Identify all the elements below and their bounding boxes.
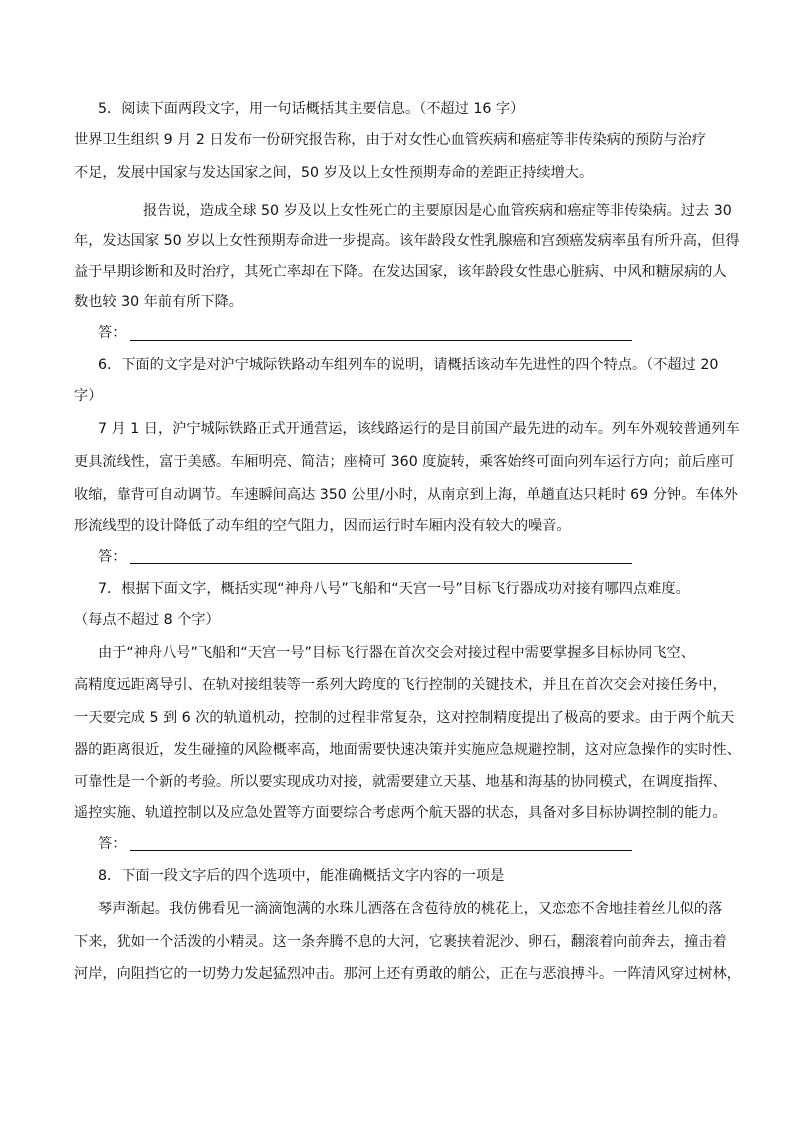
q5-paragraph-2-line-1: 报告说，造成全球 50 岁及以上女性死亡的主要原因是心血管疾病和癌症等非传染病。过去 30: [143, 203, 732, 219]
q5-answer-line[interactable]: [130, 340, 632, 341]
q7-answer-label: 答：: [98, 836, 127, 852]
q7-paragraph-line-5: 可靠性是一个新的考验。所以要实现成功对接，就需要建立天基、地基和海基的协同模式，在调度指挥、: [74, 774, 727, 790]
q7-heading-line-1: 7．根据下面文字，概括实现“神舟八号”飞船和“天宫一号”目标飞行器成功对接有哪四点难度。: [98, 581, 690, 597]
q6-heading-line-1: 6．下面的文字是对沪宁城际铁路动车组列车的说明，请概括该动车先进性的四个特点。（不超过 20: [98, 357, 719, 373]
q5-paragraph-2-line-2: 年，发达国家 50 岁以上女性预期寿命进一步提高。该年龄段女性乳腺癌和宫颈癌发病率虽有所升高，但得: [74, 233, 740, 249]
q8-paragraph-line-3: 河岸，向阻挡它的一切势力发起猛烈冲击。那河上还有勇敢的艄公，正在与恶浪搏斗。一阵清风穿过树林，: [74, 966, 741, 982]
q5-answer-label: 答：: [98, 325, 127, 341]
q5-paragraph-1-line-2: 不足，发展中国家与发达国家之间，50 岁及以上女性预期寿命的差距正持续增大。: [74, 165, 594, 181]
q6-paragraph-line-4: 形流线型的设计降低了动车组的空气阻力，因而运行时车厢内没有较大的噪音。: [74, 518, 571, 534]
q8-heading: 8．下面一段文字后的四个选项中，能准确概括文字内容的一项是: [98, 868, 505, 884]
q7-paragraph-line-4: 器的距离很近，发生碰撞的风险概率高，地面需要快速决策并实施应急规避控制，这对应急操作的实时性、: [74, 742, 741, 758]
q6-answer-line[interactable]: [130, 563, 632, 564]
q5-paragraph-2-line-3: 益于早期诊断和及时治疗，其死亡率却在下降。在发达国家，该年龄段女性患心脏病、中风和糖尿病的人: [74, 264, 727, 280]
q5-paragraph-1-line-1: 世界卫生组织 9 月 2 日发布一份研究报告称，由于对女性心血管疾病和癌症等非传染病的预防与治疗: [74, 132, 706, 148]
q7-heading-line-2: （每点不超过 8 个字）: [74, 612, 220, 628]
q7-paragraph-line-6: 遥控实施、轨道控制以及应急处置等方面要综合考虑两个航天器的状态，具备对多目标协调控制的能力。: [74, 805, 727, 821]
q7-paragraph-line-3: 一天要完成 5 到 6 次的轨道机动，控制的过程非常复杂，这对控制精度提出了极高的要求。由于两个航天: [74, 710, 735, 726]
q7-answer-line[interactable]: [130, 850, 632, 851]
q6-paragraph-line-1: 7 月 1 日，沪宁城际铁路正式开通营运，该线路运行的是目前国产最先进的动车。列车外观较普通列车: [98, 421, 740, 437]
q6-paragraph-line-2: 更具流线性，富于美感。车厢明亮、简洁；座椅可 360 度旋转，乘客始终可面向列车运行方向；前后座可: [74, 454, 735, 470]
q7-paragraph-line-1: 由于“神舟八号”飞船和“天宫一号”目标飞行器在首次交会对接过程中需要掌握多目标协同飞空、: [98, 645, 695, 661]
q8-paragraph-line-1: 琴声渐起。我仿佛看见一滴滴饱满的水珠儿洒落在含苞待放的桃花上，又恋恋不舍地挂着丝儿似的落: [98, 901, 723, 917]
q6-paragraph-line-3: 收缩，靠背可自动调节。车速瞬间高达 350 公里/小时，从南京到上海，单趟直达只耗时 69 分钟。车体外: [74, 487, 738, 503]
q6-answer-label: 答：: [98, 549, 127, 565]
q5-paragraph-2-line-4: 数也较 30 年前有所下降。: [74, 294, 243, 310]
q5-heading: 5．阅读下面两段文字，用一句话概括其主要信息。（不超过 16 字）: [98, 101, 525, 117]
q6-heading-line-2: 字）: [74, 388, 103, 404]
q8-paragraph-line-2: 下来，犹如一个活泼的小精灵。这一条奔腾不息的大河，它裹挟着泥沙、卵石，翻滚着向前奔去，撞击着: [74, 934, 727, 950]
q7-paragraph-line-2: 高精度远距离导引、在轨对接组装等一系列大跨度的飞行控制的关键技术，并且在首次交会对接任务中，: [74, 677, 727, 693]
